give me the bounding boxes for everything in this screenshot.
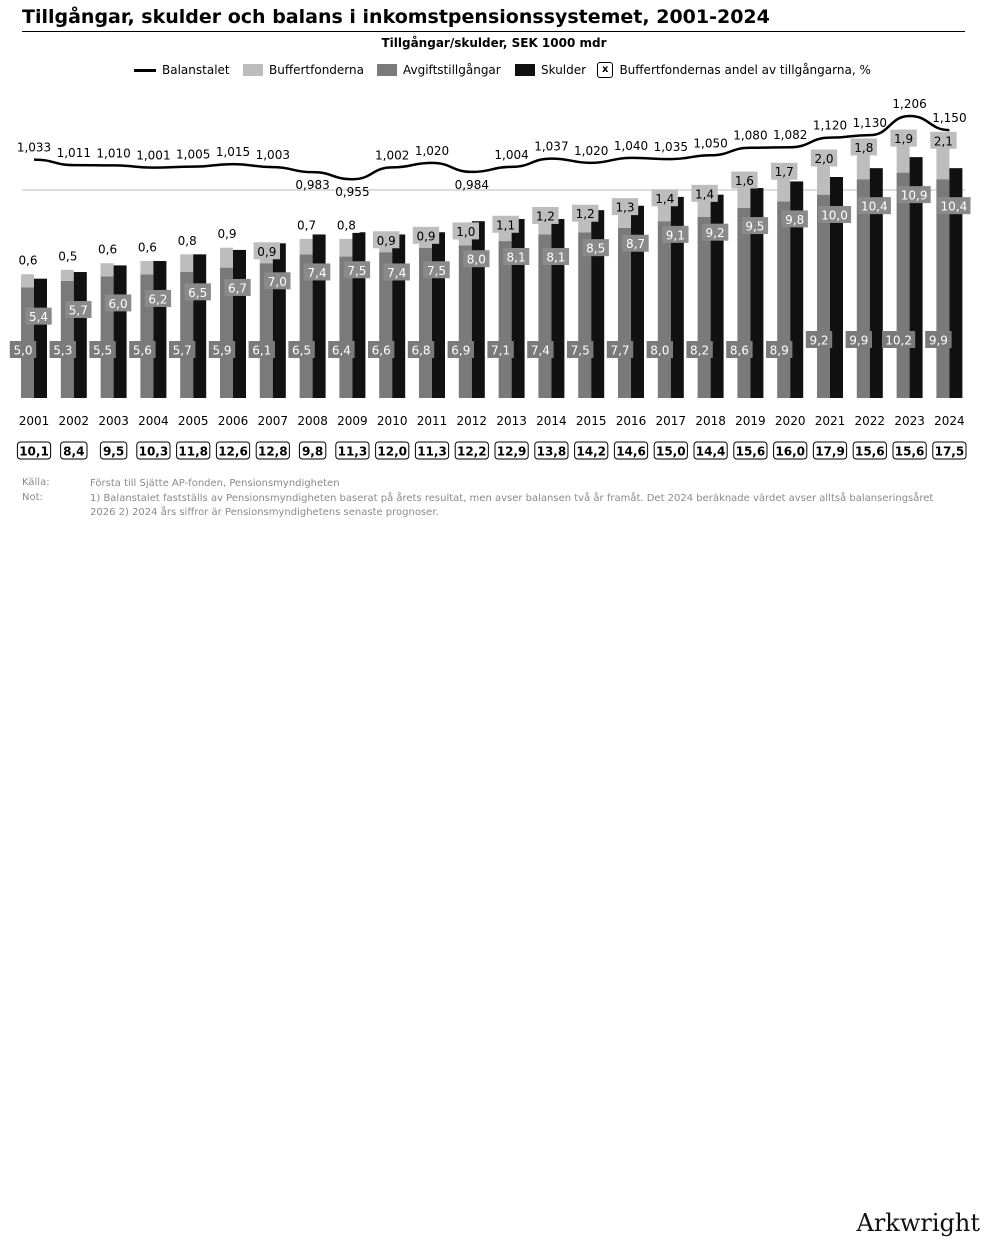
bar-skulder-2014 xyxy=(551,219,564,398)
label-buffert-2009: 0,8 xyxy=(336,218,356,233)
bar-avgift-2018 xyxy=(698,217,711,398)
bar-avgift-2002 xyxy=(61,281,74,398)
x-tick-label-2024: 2024 xyxy=(934,414,965,428)
legend-item-skulder xyxy=(515,61,586,79)
x-tick-label-2009: 2009 xyxy=(337,414,368,428)
label-andel-2010: 12,0 xyxy=(377,444,408,459)
label-skulder-2022: 10,4 xyxy=(860,199,888,214)
label-skulder-2023: 10,9 xyxy=(900,188,928,203)
note-label: Not: xyxy=(22,492,43,503)
label-buffert-2022: 1,8 xyxy=(854,140,874,155)
label-avgift-2023: 10,2 xyxy=(885,333,912,348)
label-balanstalet-2023: 1,206 xyxy=(892,97,927,112)
bar-avgift-2020 xyxy=(777,201,790,398)
legend-item-avgift xyxy=(377,61,501,79)
label-skulder-2001: 5,4 xyxy=(28,310,49,325)
label-balanstalet-2008: 0,983 xyxy=(295,178,330,193)
label-balanstalet-2007: 1,003 xyxy=(255,148,290,163)
label-avgift-2005: 5,7 xyxy=(172,343,192,358)
label-andel-2002: 8,4 xyxy=(63,444,85,459)
legend-label-andel: Buffertfondernas andel av tillgångarna, % xyxy=(619,63,871,77)
label-balanstalet-2013: 1,004 xyxy=(494,147,529,162)
label-andel-2003: 9,5 xyxy=(102,444,125,459)
x-tick-label-2012: 2012 xyxy=(456,414,488,428)
label-andel-2014: 13,8 xyxy=(536,444,567,459)
label-andel-2008: 9,8 xyxy=(301,444,324,459)
label-andel-2024: 17,5 xyxy=(934,444,965,459)
label-avgift-2001: 5,0 xyxy=(13,343,33,358)
label-andel-2016: 14,6 xyxy=(616,444,646,459)
label-balanstalet-2017: 1,035 xyxy=(653,140,688,155)
label-balanstalet-2005: 1,005 xyxy=(176,147,211,162)
chart-subtitle: Tillgångar/skulder, SEK 1000 mdr xyxy=(381,36,607,50)
label-avgift-2019: 8,6 xyxy=(729,343,749,358)
label-balanstalet-2012: 0,984 xyxy=(454,177,489,192)
label-balanstalet-2014: 1,037 xyxy=(534,139,569,154)
bar-skulder-2016 xyxy=(631,206,644,398)
label-balanstalet-2020: 1,082 xyxy=(773,128,808,143)
label-andel-2006: 12,6 xyxy=(218,444,248,459)
label-buffert-2003: 0,6 xyxy=(98,242,118,257)
label-avgift-2007: 6,1 xyxy=(252,343,272,358)
label-buffert-2008: 0,7 xyxy=(297,218,317,233)
bar-skulder-2003 xyxy=(114,265,127,398)
bar-buffert-2006 xyxy=(220,248,233,268)
bar-buffert-2002 xyxy=(61,270,74,281)
bar-skulder-2005 xyxy=(193,254,206,398)
label-andel-2007: 12,8 xyxy=(257,444,288,459)
label-buffert-2013: 1,1 xyxy=(496,218,516,233)
label-balanstalet-2006: 1,015 xyxy=(215,145,251,160)
chart-plot xyxy=(0,95,988,465)
bar-skulder-2001 xyxy=(34,279,47,398)
label-buffert-2015: 1,2 xyxy=(575,207,595,222)
x-tick-label-2022: 2022 xyxy=(854,414,886,428)
label-buffert-2024: 2,1 xyxy=(933,134,953,149)
bar-buffert-2008 xyxy=(300,239,313,254)
x-tick-label-2004: 2004 xyxy=(138,414,169,428)
label-avgift-2024: 9,9 xyxy=(928,333,948,348)
label-andel-2011: 11,3 xyxy=(417,444,447,459)
label-buffert-2004: 0,6 xyxy=(137,240,157,255)
label-skulder-2021: 10,0 xyxy=(821,208,848,223)
legend-item-balanstalet xyxy=(134,61,230,79)
label-avgift-2013: 7,1 xyxy=(491,343,511,358)
label-andel-2013: 12,9 xyxy=(496,444,527,459)
label-avgift-2008: 6,5 xyxy=(292,343,312,358)
note-text: 1) Balanstalet fastställs av Pensionsmyndigheten baserat på årets resultat, men avser balansen två år framåt. Det 2024 beräknade värdet avser alltså balanseringsåret 2026 2) 2024 års siffror är Pensionsmyndighetens senaste prognoser. xyxy=(90,493,934,518)
x-tick-label-2007: 2007 xyxy=(257,414,289,428)
source-text: Första till Sjätte AP-fonden, Pensionsmyndigheten xyxy=(90,478,340,489)
x-tick-label-2023: 2023 xyxy=(894,414,925,428)
label-andel-2012: 12,2 xyxy=(456,444,487,459)
label-skulder-2020: 9,8 xyxy=(785,212,805,227)
label-balanstalet-2024: 1,150 xyxy=(932,111,967,126)
legend-box-swatch: x xyxy=(597,62,613,78)
label-avgift-2018: 8,2 xyxy=(690,343,710,358)
label-skulder-2019: 9,5 xyxy=(745,219,765,234)
bar-avgift-2015 xyxy=(578,232,591,398)
footnotes xyxy=(22,477,960,521)
label-buffert-2010: 0,9 xyxy=(376,233,396,248)
title-divider xyxy=(22,31,965,32)
label-skulder-2010: 7,4 xyxy=(387,265,407,280)
bar-avgift-2012 xyxy=(459,246,472,398)
bar-skulder-2006 xyxy=(233,250,246,398)
bar-skulder-2011 xyxy=(432,232,445,398)
label-balanstalet-2011: 1,020 xyxy=(414,143,450,158)
label-avgift-2009: 6,4 xyxy=(331,343,351,358)
label-skulder-2009: 7,5 xyxy=(347,263,367,278)
label-avgift-2010: 6,6 xyxy=(371,343,391,358)
x-tick-label-2013: 2013 xyxy=(496,414,527,428)
label-balanstalet-2001: 1,033 xyxy=(16,140,52,155)
label-balanstalet-2004: 1,001 xyxy=(136,148,171,163)
label-buffert-2005: 0,8 xyxy=(177,233,197,248)
bar-buffert-2004 xyxy=(140,261,153,274)
label-buffert-2011: 0,9 xyxy=(416,229,436,244)
x-tick-label-2005: 2005 xyxy=(177,414,209,428)
label-buffert-2012: 1,0 xyxy=(456,224,476,239)
label-andel-2009: 11,3 xyxy=(337,444,368,459)
legend-label-avgift: Avgiftstillgångar xyxy=(403,63,501,77)
bar-buffert-2001 xyxy=(21,274,34,287)
label-andel-2021: 17,9 xyxy=(815,444,845,459)
label-balanstalet-2022: 1,130 xyxy=(852,116,887,131)
label-avgift-2022: 9,9 xyxy=(849,333,869,348)
label-skulder-2008: 7,4 xyxy=(307,265,327,280)
label-balanstalet-2021: 1,120 xyxy=(812,118,848,133)
bar-skulder-2004 xyxy=(153,261,166,398)
label-andel-2022: 15,6 xyxy=(854,444,885,459)
label-avgift-2015: 7,5 xyxy=(570,343,590,358)
label-buffert-2023: 1,9 xyxy=(894,132,914,147)
source-label: Källa: xyxy=(22,477,50,488)
label-andel-2019: 15,6 xyxy=(735,444,766,459)
bar-skulder-2002 xyxy=(74,272,87,398)
label-buffert-2018: 1,4 xyxy=(695,187,715,202)
label-avgift-2002: 5,3 xyxy=(53,343,73,358)
label-avgift-2014: 7,4 xyxy=(530,343,550,358)
label-skulder-2016: 8,7 xyxy=(625,237,646,252)
label-skulder-2017: 9,1 xyxy=(665,228,685,243)
legend-line-swatch xyxy=(134,69,156,72)
label-balanstalet-2019: 1,080 xyxy=(733,128,768,143)
label-avgift-2004: 5,6 xyxy=(132,343,152,358)
x-tick-label-2011: 2011 xyxy=(416,414,448,428)
label-buffert-2016: 1,3 xyxy=(615,200,635,215)
legend-label-skulder: Skulder xyxy=(541,63,587,77)
label-andel-2018: 14,4 xyxy=(695,444,726,459)
label-skulder-2014: 8,1 xyxy=(546,250,566,265)
x-tick-label-2016: 2016 xyxy=(615,414,647,428)
bar-skulder-2009 xyxy=(352,232,365,398)
label-andel-2017: 15,0 xyxy=(655,444,686,459)
label-buffert-2001: 0,6 xyxy=(18,253,38,268)
label-andel-2015: 14,2 xyxy=(576,444,607,459)
legend xyxy=(0,61,988,79)
label-avgift-2021: 9,2 xyxy=(809,333,829,348)
bar-buffert-2009 xyxy=(339,239,352,257)
label-buffert-2021: 2,0 xyxy=(814,151,834,166)
label-skulder-2004: 6,2 xyxy=(148,292,168,307)
bar-skulder-2015 xyxy=(591,210,604,398)
label-skulder-2005: 6,5 xyxy=(188,285,208,300)
legend-item-buffert xyxy=(243,61,364,79)
legend-swatch-buffert xyxy=(243,64,263,76)
label-skulder-2013: 8,1 xyxy=(506,250,526,265)
label-skulder-2007: 7,0 xyxy=(267,274,287,289)
bar-avgift-2021 xyxy=(817,195,830,398)
legend-label-balanstalet: Balanstalet xyxy=(162,63,230,77)
label-balanstalet-2003: 1,010 xyxy=(96,146,131,161)
label-skulder-2024: 10,4 xyxy=(940,199,968,214)
bar-skulder-2012 xyxy=(472,221,485,398)
bar-skulder-2013 xyxy=(512,219,525,398)
label-andel-2020: 16,0 xyxy=(775,444,806,459)
bar-avgift-2017 xyxy=(658,221,671,398)
legend-label-buffert: Buffertfonderna xyxy=(269,63,364,77)
label-avgift-2006: 5,9 xyxy=(212,343,232,358)
label-balanstalet-2016: 1,040 xyxy=(613,138,649,153)
legend-item-andel xyxy=(597,61,871,79)
x-tick-label-2021: 2021 xyxy=(814,414,846,428)
label-buffert-2017: 1,4 xyxy=(655,191,675,206)
x-tick-label-2017: 2017 xyxy=(655,414,687,428)
bar-skulder-2008 xyxy=(313,234,326,398)
x-tick-label-2002: 2002 xyxy=(58,414,90,428)
label-avgift-2003: 5,5 xyxy=(93,343,113,358)
x-tick-label-2014: 2014 xyxy=(536,414,567,428)
label-balanstalet-2010: 1,002 xyxy=(375,148,410,163)
bar-avgift-2016 xyxy=(618,228,631,398)
label-balanstalet-2002: 1,011 xyxy=(56,146,91,161)
label-avgift-2011: 6,8 xyxy=(411,343,431,358)
label-skulder-2015: 8,5 xyxy=(586,241,606,256)
chart-title: Tillgångar, skulder och balans i inkomstpensionssystemet, 2001-2024 xyxy=(22,6,770,28)
label-andel-2004: 10,3 xyxy=(138,444,169,459)
label-balanstalet-2009: 0,955 xyxy=(335,185,370,200)
label-andel-2023: 15,6 xyxy=(894,444,925,459)
label-skulder-2018: 9,2 xyxy=(705,226,725,241)
label-skulder-2011: 7,5 xyxy=(426,263,447,278)
x-tick-label-2003: 2003 xyxy=(98,414,129,428)
x-tick-label-2015: 2015 xyxy=(575,414,607,428)
x-tick-label-2018: 2018 xyxy=(695,414,726,428)
label-avgift-2020: 8,9 xyxy=(769,343,789,358)
bar-skulder-2007 xyxy=(273,243,286,398)
label-andel-2005: 11,8 xyxy=(178,444,209,459)
label-buffert-2002: 0,5 xyxy=(58,249,78,264)
x-tick-label-2006: 2006 xyxy=(217,414,249,428)
label-buffert-2020: 1,7 xyxy=(774,165,794,180)
bar-avgift-2019 xyxy=(737,208,750,398)
label-avgift-2016: 7,7 xyxy=(610,343,630,358)
legend-swatch-avgift xyxy=(377,64,397,76)
x-tick-label-2010: 2010 xyxy=(376,414,408,428)
brand-logo: Arkwright xyxy=(856,1209,980,1237)
label-balanstalet-2015: 1,020 xyxy=(574,143,609,158)
x-tick-label-2020: 2020 xyxy=(774,414,806,428)
label-skulder-2003: 6,0 xyxy=(108,296,128,311)
label-skulder-2006: 6,7 xyxy=(227,281,248,296)
x-tick-label-2008: 2008 xyxy=(297,414,328,428)
x-tick-label-2001: 2001 xyxy=(18,414,50,428)
bar-buffert-2003 xyxy=(101,263,114,276)
label-avgift-2017: 8,0 xyxy=(650,343,670,358)
bar-buffert-2005 xyxy=(180,254,193,272)
label-buffert-2007: 0,9 xyxy=(257,244,277,259)
label-buffert-2014: 1,2 xyxy=(535,209,555,224)
label-buffert-2019: 1,6 xyxy=(734,174,754,189)
bar-avgift-2023 xyxy=(897,173,910,398)
legend-swatch-skulder xyxy=(515,64,535,76)
label-buffert-2006: 0,9 xyxy=(217,227,237,242)
label-andel-2001: 10,1 xyxy=(19,444,49,459)
bar-skulder-2010 xyxy=(392,234,405,398)
x-tick-label-2019: 2019 xyxy=(735,414,766,428)
label-skulder-2012: 8,0 xyxy=(466,252,486,267)
label-avgift-2012: 6,9 xyxy=(451,343,471,358)
label-skulder-2002: 5,7 xyxy=(68,303,88,318)
label-balanstalet-2018: 1,050 xyxy=(693,136,728,151)
